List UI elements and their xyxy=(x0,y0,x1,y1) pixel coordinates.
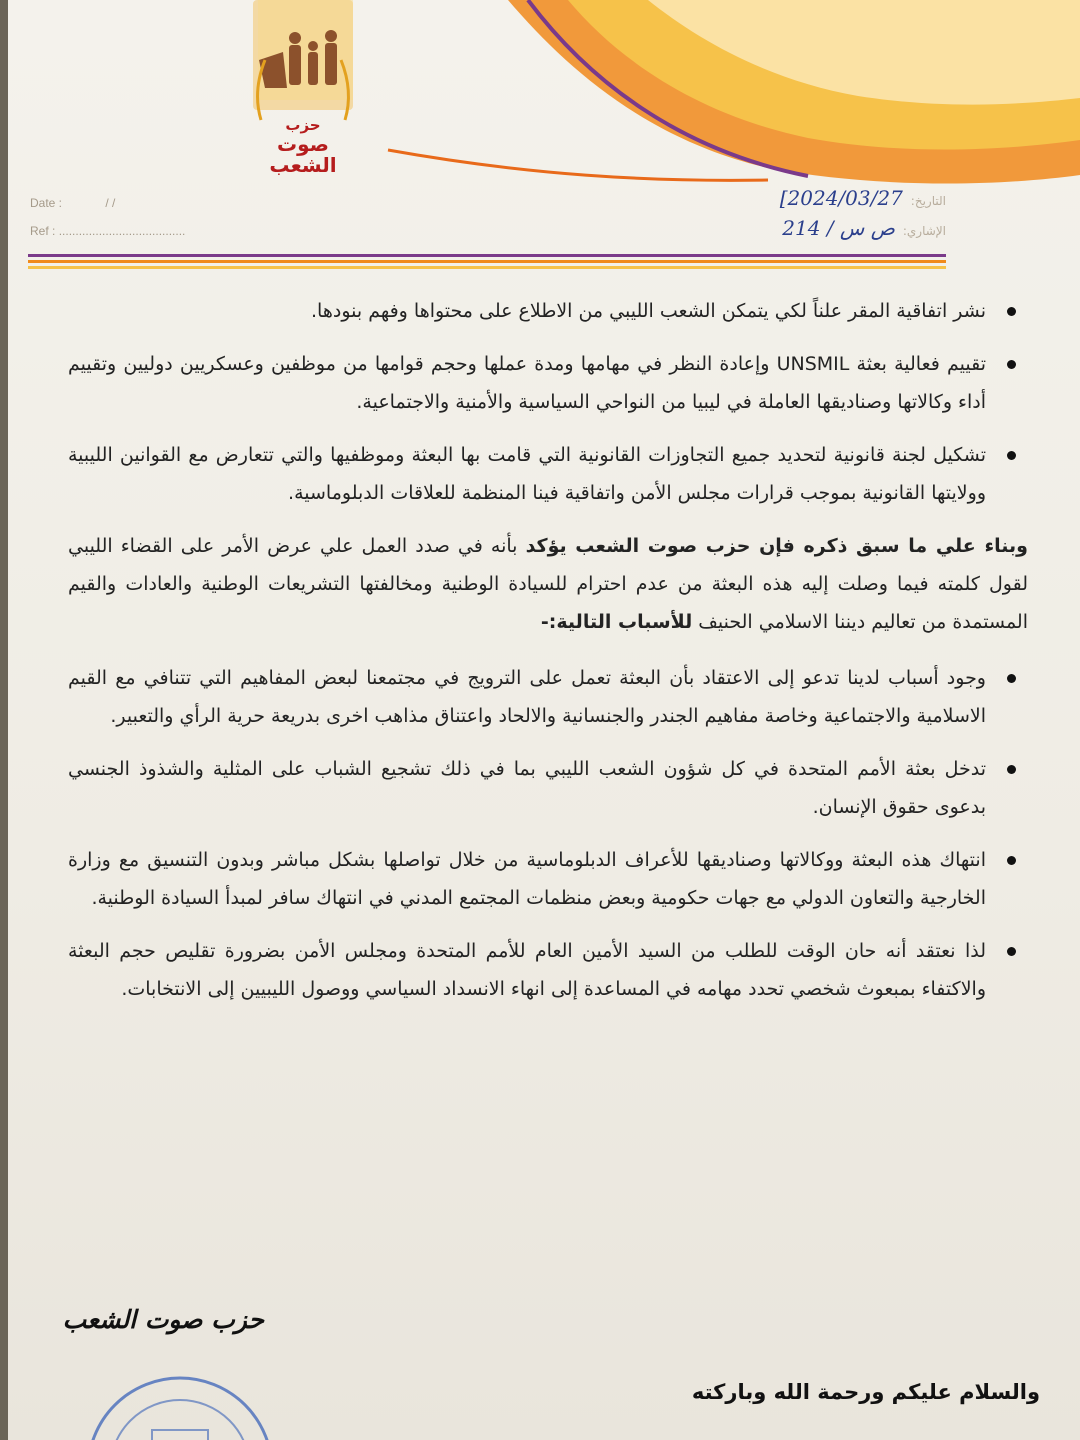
list-item: انتهاك هذه البعثة ووكالاتها وصناديقها للأعراف الدبلوماسية من خلال تواصلها بشكل مباشر وبدون التنسيق مع وزارة الخارجية والتعاون الدولي مع جهات حكومية وبعض منظمات المجتمع المدني في انتهاك سافر لمبدأ السيادة الوطنية. xyxy=(68,841,1010,917)
official-stamp xyxy=(80,1370,280,1440)
list-item: لذا نعتقد أنه حان الوقت للطلب من السيد الأمين العام للأمم المتحدة ومجلس الأمن بضرورة تقليص حجم البعثة والاكتفاء بمبعوث شخصي تحدد مهامه في المساعدة إلى انهاء الانسداد السياسي ووصول الليبيين إلى الانتخابات. xyxy=(68,932,1010,1008)
list-item: وجود أسباب لدينا تدعو إلى الاعتقاد بأن البعثة تعمل على الترويج في مجتمعنا لبعض المفاهيم التي تتنافي مع القيم الاسلامية والاجتماعية وخاصة مفاهيم الجندر والجنسانية والالحاد واعتناق مذاهب اخرى بدريعة حرية الرأي والتعبير. xyxy=(68,659,1010,735)
letter-page xyxy=(8,0,1080,1440)
statement-bold-start: وبناء علي ما سبق ذكره فإن حزب صوت الشعب يؤكد xyxy=(525,535,1028,557)
signature: حزب صوت الشعب xyxy=(62,1305,264,1334)
letterhead-wave-decoration xyxy=(8,0,1080,190)
closing-salutation: والسلام عليكم ورحمة الله وباركته xyxy=(691,1380,1040,1404)
demands-list xyxy=(68,292,1028,512)
header-rule-purple xyxy=(28,254,946,257)
ref-field-en xyxy=(30,224,185,238)
ref-field-ar xyxy=(780,216,946,246)
list-item: تدخل بعثة الأمم المتحدة في كل شؤون الشعب الليبي بما في ذلك تشجيع الشباب على المثلية والشذوذ الجنسي بدعوى حقوق الإنسان. xyxy=(68,750,1010,826)
party-name xyxy=(248,118,358,176)
ref-label-ar: الإشاري: xyxy=(902,224,946,238)
meta-left-english xyxy=(30,196,185,252)
date-label-ar: التاريخ: xyxy=(910,194,946,208)
party-name-line2: صوت الشعب xyxy=(269,131,337,177)
reasons-list xyxy=(68,659,1028,1008)
party-name-line1: حزب xyxy=(285,116,321,134)
date-value: [2024/03/27 xyxy=(779,186,903,210)
date-field-ar xyxy=(780,186,946,216)
statement-middle: بأنه في صدد العمل علي عرض الأمر على القضاء الليبي لقول كلمته فيما وصلت إليه هذه البعثة من عدم احترام للسيادة الوطنية ومخالفتها التشريعات الوطنية والعادات والقيم المستمدة من تعاليم ديننا الاسلامي الحنيف xyxy=(68,535,1028,633)
list-item: تقييم فعالية بعثة UNSMIL وإعادة النظر في مهامها ومدة عملها وحجم قوامها من موظفين وعسكريين دوليين وتقييم أداء وكالاتها وصناديقها العاملة في ليبيا من النواحي السياسية والأمنية والاجتماعية. xyxy=(68,345,1010,421)
date-field-en xyxy=(30,196,185,210)
meta-right-arabic xyxy=(780,186,946,246)
list-item: نشر اتفاقية المقر علناً لكي يتمكن الشعب الليبي من الاطلاع على محتواها وفهم بنودها. xyxy=(68,292,1010,330)
ref-placeholder-en: ...................................... xyxy=(58,224,186,238)
date-placeholder-en: / / xyxy=(105,196,116,210)
date-label-en: Date : xyxy=(30,196,63,210)
ref-label-en: Ref : xyxy=(30,224,56,238)
statement-paragraph xyxy=(68,527,1028,641)
list-item: تشكيل لجنة قانونية لتحديد جميع التجاوزات القانونية التي قامت بها البعثة وموظفيها والتي تتعارض مع القوانين الليبية وولايتها القانونية بموجب قرارات مجلس الأمن واتفاقية فينا المنظمة للعلاقات الدبلوماسية. xyxy=(68,436,1010,512)
header-rule-yellow xyxy=(28,266,946,269)
letter-body xyxy=(68,292,1028,1023)
header-rule-orange xyxy=(28,260,946,263)
statement-bold-end: للأسباب التالية:- xyxy=(540,611,693,633)
ref-value: ص س / 214 xyxy=(782,216,895,240)
